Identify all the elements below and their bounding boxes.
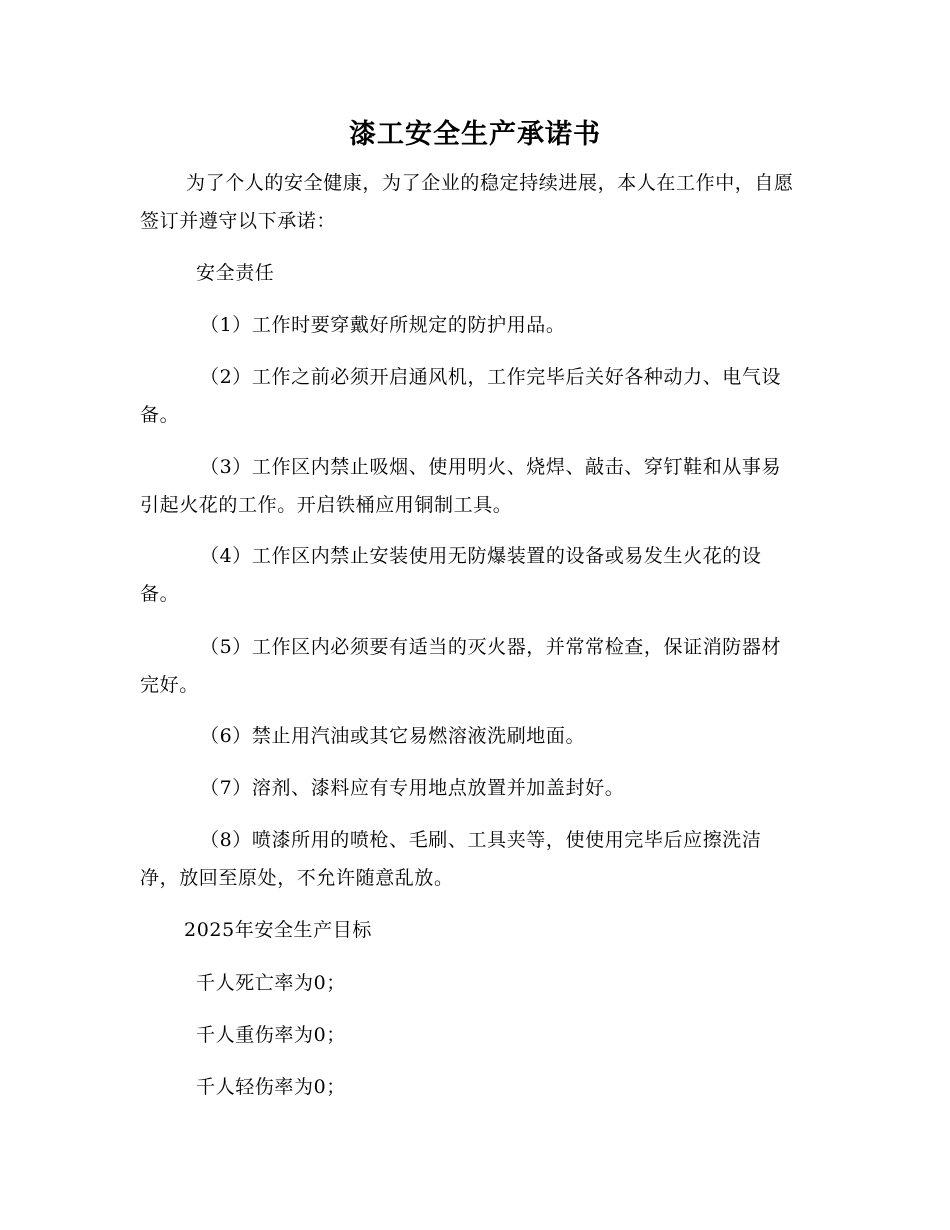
- section-heading-responsibility: 安全责任: [196, 262, 275, 284]
- list-item: （2）工作之前必须开启通风机，工作完毕后关好各种动力、电气设备。: [140, 366, 782, 426]
- list-item: （8）喷漆所用的喷枪、毛刷、工具夹等，使使用完毕后应擦洗洁净，放回至原处，不允许随意乱放。: [140, 829, 762, 889]
- list-item: （3）工作区内禁止吸烟、使用明火、烧焊、敲击、穿钉鞋和从事易引起火花的工作。开启铁桶应用铜制工具。: [140, 456, 782, 516]
- target-item: 千人轻伤率为0；: [196, 1076, 346, 1098]
- intro-paragraph: 为了个人的安全健康，为了企业的稳定持续进展，本人在工作中，自愿签订并遵守以下承诺：: [140, 172, 794, 232]
- list-item: （7）溶剂、漆料应有专用地点放置并加盖封好。: [200, 777, 625, 799]
- list-item: （5）工作区内必须要有适当的灭火器，并常常检查，保证消防器材完好。: [140, 636, 782, 696]
- target-item: 千人重伤率为0；: [196, 1024, 346, 1046]
- list-item: （1）工作时要穿戴好所规定的防护用品。: [200, 314, 566, 336]
- document-title: 漆工安全生产承诺书: [349, 119, 601, 150]
- list-item: （4）工作区内禁止安装使用无防爆装置的设备或易发生火花的设备。: [140, 545, 762, 605]
- section-heading-targets: 2025年安全生产目标: [184, 919, 372, 941]
- target-item: 千人死亡率为0；: [196, 972, 346, 994]
- list-item: （6）禁止用汽油或其它易燃溶液洗刷地面。: [200, 725, 586, 747]
